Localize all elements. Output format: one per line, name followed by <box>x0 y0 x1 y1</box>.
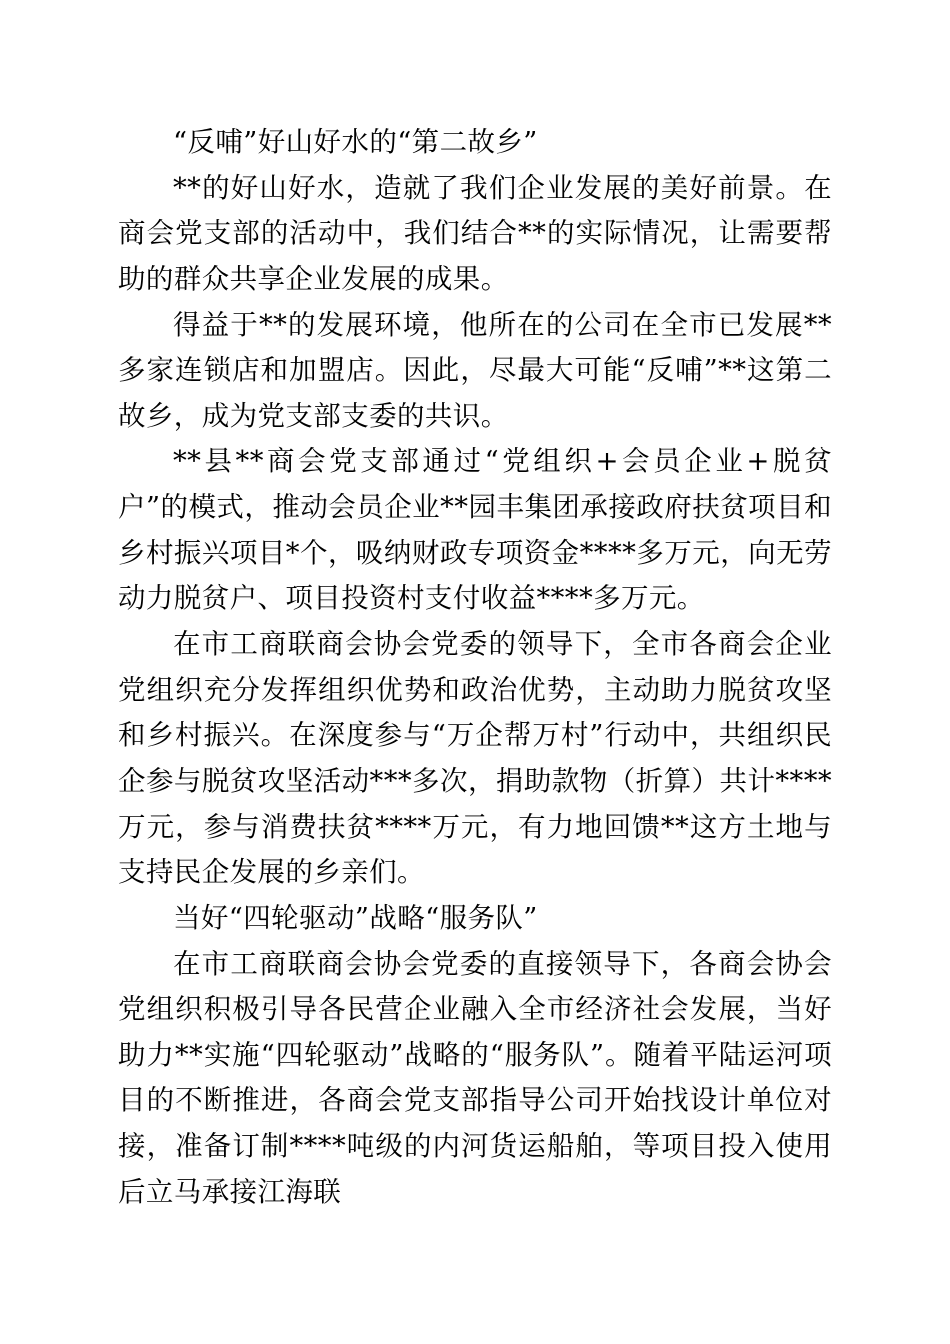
paragraph-7: 在市工商联商会协会党委的直接领导下，各商会协会党组织积极引导各民营企业融入全市经济社会发展，当好助力**实施“四轮驱动”战略的“服务队”。随着平陆运河项目的不断推进，各商会党支部指导公司开始找设计单位对接，准备订制****吨级的内河货运船舶，等项目投入使用后立马承接江海联 <box>118 947 832 1208</box>
paragraph-5: 在市工商联商会协会党委的领导下，全市各商会企业党组织充分发挥组织优势和政治优势，主动助力脱贫攻坚和乡村振兴。在深度参与“万企帮万村”行动中，共组织民企参与脱贫攻坚活动***多次，捐助款物（折算）共计****万元，参与消费扶贫****万元，有力地回馈**这方土地与支持民企发展的乡亲们。 <box>118 628 832 889</box>
paragraph-4: **县**商会党支部通过“党组织+会员企业+脱贫户”的模式，推动会员企业**园丰集团承接政府扶贫项目和乡村振兴项目*个，吸纳财政专项资金****多万元，向无劳动力脱贫户、项目投资村支付收益****多万元。 <box>118 445 832 615</box>
document-body <box>118 120 832 1215</box>
paragraph-3: 得益于**的发展环境，他所在的公司在全市已发展**多家连锁店和加盟店。因此，尽最大可能“反哺”**这第二故乡，成为党支部支委的共识。 <box>118 308 832 432</box>
paragraph-1: “反哺”好山好水的“第二故乡” <box>173 126 538 158</box>
paragraph-6: 当好“四轮驱动”战略“服务队” <box>173 901 538 934</box>
paragraph-2: **的好山好水，造就了我们企业发展的美好前景。在商会党支部的活动中，我们结合**的实际情况，让需要帮助的群众共享企业发展的成果。 <box>118 171 832 295</box>
